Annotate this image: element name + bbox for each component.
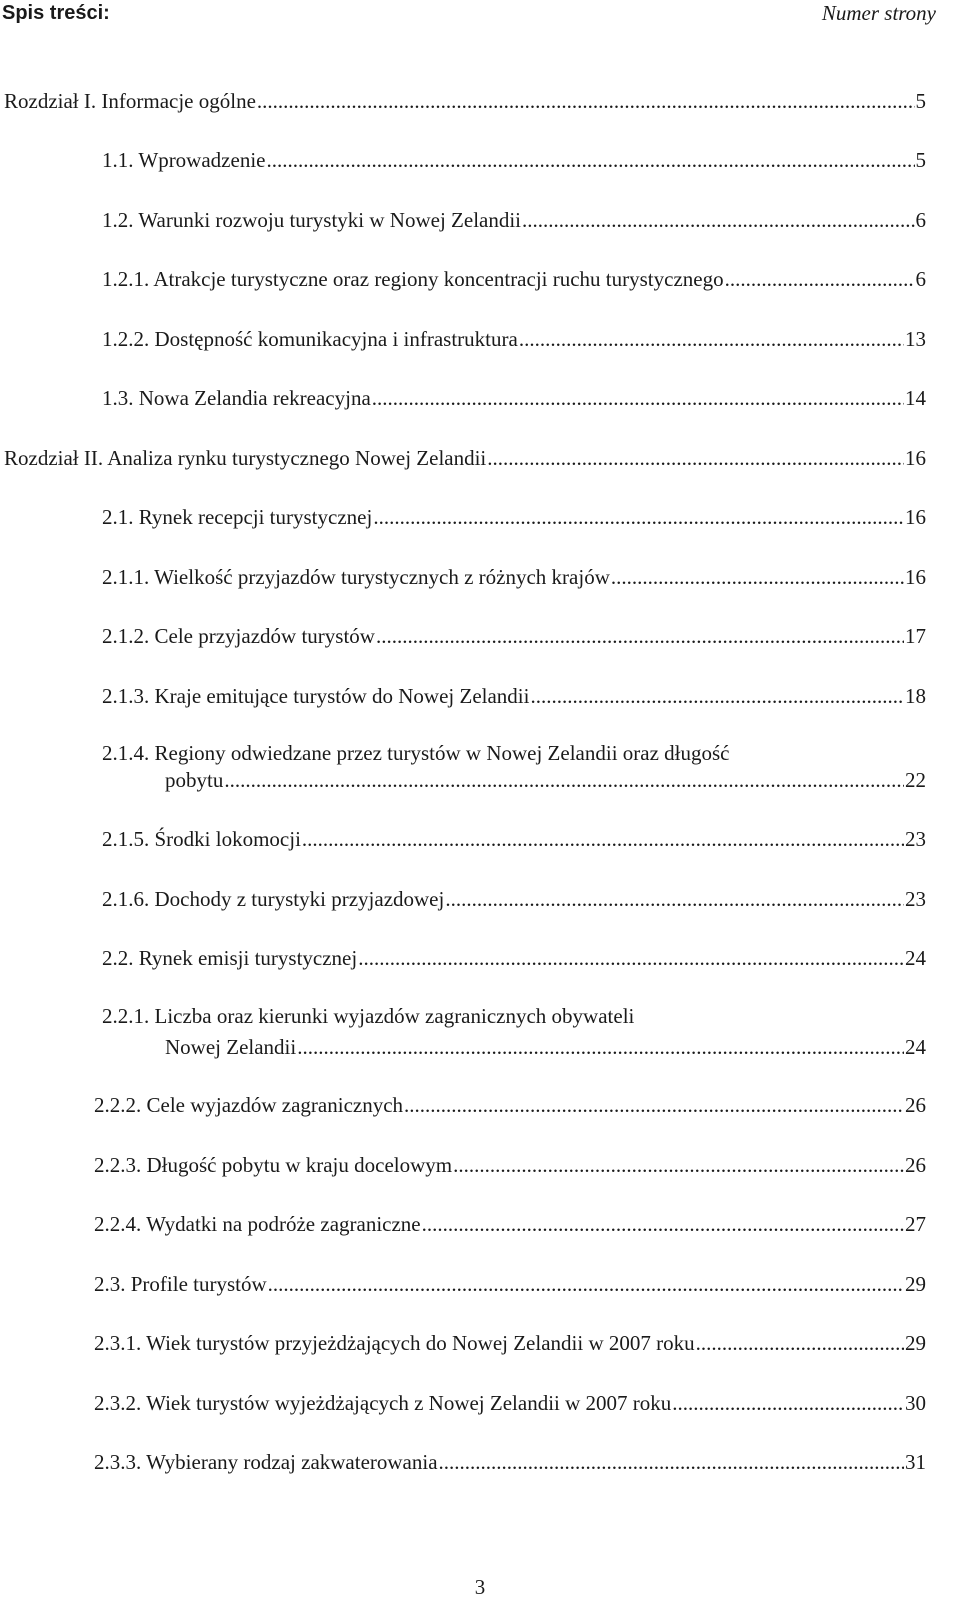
toc-entry-label: 2.1. Rynek recepcji turystycznej — [102, 505, 373, 529]
toc-entry-label: 2.1.5. Środki lokomocji — [102, 827, 301, 851]
toc-entry-label-line1: 2.2.1. Liczba oraz kierunki wyjazdów zagranicznych obywateli — [102, 1004, 635, 1028]
toc-leader-dots — [266, 145, 914, 175]
toc-entry-page: 17 — [905, 624, 926, 648]
toc-entry-label-line1: 2.1.4. Regiony odwiedzane przez turystów w Nowej Zelandii oraz długość — [102, 741, 730, 765]
page-title: Spis treści: — [2, 2, 110, 24]
toc-entry-page: 16 — [905, 565, 926, 589]
toc-leader-dots — [376, 621, 904, 651]
toc-entry-page: 16 — [905, 505, 926, 529]
toc-entry-page: 5 — [915, 89, 926, 113]
toc-entry[interactable] — [94, 1328, 926, 1358]
toc-entry-label: Nowej Zelandii — [165, 1035, 297, 1059]
toc-entry[interactable] — [94, 1090, 926, 1120]
toc-entry-label: 2.3.2. Wiek turystów wyjeżdżających z Nowej Zelandii w 2007 roku — [94, 1391, 672, 1415]
toc-entry-label: Rozdział I. Informacje ogólne — [4, 89, 256, 113]
toc-entry-page: 16 — [905, 446, 926, 470]
toc-entry-page: 26 — [905, 1153, 926, 1177]
toc-leader-dots — [404, 1090, 904, 1120]
toc-entry-label: pobytu — [165, 768, 224, 792]
toc-entry[interactable] — [94, 1209, 926, 1239]
toc-entry-label: 2.2.3. Długość pobytu w kraju docelowym — [94, 1153, 453, 1177]
toc-entry[interactable] — [102, 824, 926, 854]
toc-leader-dots — [372, 383, 904, 413]
toc-entry[interactable] — [102, 681, 926, 711]
toc-entry-label: 2.3. Profile turystów — [94, 1272, 267, 1296]
toc-entry[interactable] — [94, 1447, 926, 1477]
toc-entry[interactable] — [102, 145, 926, 175]
toc-entry-label: 2.2.4. Wydatki na podróże zagraniczne — [94, 1212, 421, 1236]
toc-entry-label: 2.3.3. Wybierany rodzaj zakwaterowania — [94, 1450, 438, 1474]
toc-entry-page: 6 — [915, 208, 926, 232]
toc-entry[interactable] — [102, 264, 926, 294]
toc-entry-page: 29 — [905, 1331, 926, 1355]
toc-leader-dots — [445, 884, 904, 914]
toc-entry-label: 2.1.6. Dochody z turystyki przyjazdowej — [102, 887, 445, 911]
toc-entry[interactable] — [102, 562, 926, 592]
toc-entry-page: 13 — [905, 327, 926, 351]
toc-leader-dots — [302, 824, 904, 854]
toc-entry-page: 27 — [905, 1212, 926, 1236]
toc-leader-dots — [672, 1388, 904, 1418]
toc-entry-page: 24 — [905, 1035, 926, 1059]
toc-leader-dots — [725, 264, 915, 294]
toc-leader-dots — [297, 1032, 904, 1062]
toc-leader-dots — [358, 943, 904, 973]
toc-leader-dots — [373, 502, 904, 532]
toc-entry-page: 18 — [905, 684, 926, 708]
toc-entry-label: 1.3. Nowa Zelandia rekreacyjna — [102, 386, 371, 410]
toc-leader-dots — [487, 443, 904, 473]
toc-entry-label: 2.1.1. Wielkość przyjazdów turystycznych z różnych krajów — [102, 565, 610, 589]
toc-entry-label: 1.2.1. Atrakcje turystyczne oraz regiony koncentracji ruchu turystycznego — [102, 267, 724, 291]
toc-leader-dots — [519, 324, 904, 354]
toc-leader-dots — [224, 765, 904, 795]
toc-entry-label: 1.1. Wprowadzenie — [102, 148, 266, 172]
toc-entry-label: 1.2.2. Dostępność komunikacyjna i infrastruktura — [102, 327, 518, 351]
toc-leader-dots — [422, 1209, 904, 1239]
toc-entry-label: 2.3.1. Wiek turystów przyjeżdżających do Nowej Zelandii w 2007 roku — [94, 1331, 695, 1355]
toc-entry-label: 2.1.2. Cele przyjazdów turystów — [102, 624, 375, 648]
toc-entry-label: Rozdział II. Analiza rynku turystycznego Nowej Zelandii — [4, 446, 487, 470]
toc-entry-label: 2.2.2. Cele wyjazdów zagranicznych — [94, 1093, 404, 1117]
toc-entry-page: 23 — [905, 887, 926, 911]
toc-entry-label: 2.1.3. Kraje emitujące turystów do Nowej Zelandii — [102, 684, 530, 708]
toc-leader-dots — [530, 681, 904, 711]
toc-entry-page: 31 — [905, 1450, 926, 1474]
toc-entry[interactable] — [165, 765, 926, 795]
toc-entry[interactable] — [94, 1150, 926, 1180]
toc-entry-label: 1.2. Warunki rozwoju turystyki w Nowej Zelandii — [102, 208, 522, 232]
toc-entry[interactable] — [102, 205, 926, 235]
toc-entry-page: 29 — [905, 1272, 926, 1296]
toc-entry[interactable] — [165, 1032, 926, 1062]
toc-entry[interactable] — [102, 324, 926, 354]
toc-entry[interactable] — [102, 621, 926, 651]
page-number-column-label: Numer strony — [821, 1, 936, 25]
toc-entry[interactable] — [102, 943, 926, 973]
toc-leader-dots — [696, 1328, 904, 1358]
toc-entry[interactable] — [94, 1388, 926, 1418]
page-number: 3 — [474, 1575, 486, 1599]
toc-entry[interactable] — [102, 383, 926, 413]
toc-entry[interactable] — [102, 502, 926, 532]
toc-entry-label: 2.2. Rynek emisji turystycznej — [102, 946, 358, 970]
toc-entry-page: 6 — [915, 267, 926, 291]
toc-entry-page: 22 — [905, 768, 926, 792]
toc-entry-page: 14 — [905, 386, 926, 410]
toc-leader-dots — [453, 1150, 904, 1180]
toc-entry-page: 24 — [905, 946, 926, 970]
toc-leader-dots — [439, 1447, 904, 1477]
toc-entry[interactable] — [4, 443, 926, 473]
toc-leader-dots — [257, 86, 915, 116]
toc-entry[interactable] — [94, 1269, 926, 1299]
toc-entry-page: 30 — [905, 1391, 926, 1415]
toc-leader-dots — [611, 562, 904, 592]
toc-entry-page: 5 — [915, 148, 926, 172]
toc-entry[interactable] — [102, 884, 926, 914]
toc-leader-dots — [522, 205, 914, 235]
toc-entry-page: 26 — [905, 1093, 926, 1117]
toc-entry-page: 23 — [905, 827, 926, 851]
toc-leader-dots — [268, 1269, 904, 1299]
toc-entry[interactable] — [4, 86, 926, 116]
